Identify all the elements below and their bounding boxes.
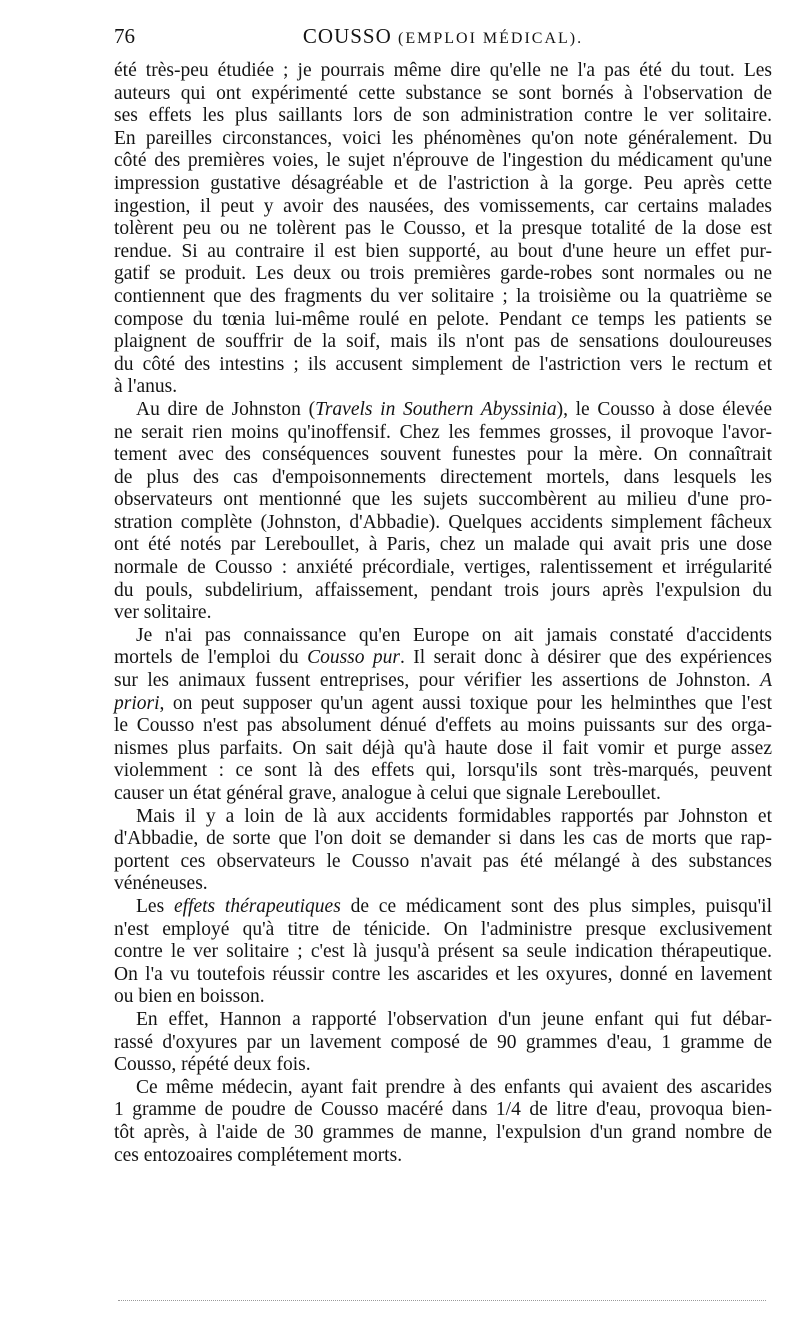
text-line: ou bien en boisson. bbox=[114, 986, 265, 1008]
text-line: ses effets les plus saillants lors de son administration contre le ver solitaire. bbox=[114, 105, 772, 127]
paragraph bbox=[114, 399, 772, 625]
page-header bbox=[114, 22, 772, 50]
text-line: impression gustative désagréable et de l'astriction à la gorge. Peu après cette bbox=[114, 172, 772, 194]
text-line: ingestion, il peut y avoir des nausées, des vomissements, car certains malades bbox=[114, 195, 772, 217]
paragraph bbox=[114, 896, 772, 1009]
text-line: n'est employé qu'à titre de ténicide. On l'administre presque exclusivement bbox=[114, 918, 772, 940]
text-line: ne serait rien moins qu'inoffensif. Chez les femmes grosses, il provoque l'avor- bbox=[114, 421, 772, 443]
text-line: Au dire de Johnston (Travels in Southern Abyssinia), le Cousso à dose élevée bbox=[136, 398, 772, 420]
text-line: Cousso, répété deux fois. bbox=[114, 1054, 311, 1076]
running-head-subtitle: (EMPLOI MÉDICAL). bbox=[398, 30, 584, 47]
text-line: plaignent de souffrir de la soif, mais ils n'ont pas de sensations douloureuses bbox=[114, 331, 772, 353]
text-line: ont été notés par Lereboullet, à Paris, chez un malade qui avait pris une dose bbox=[114, 534, 772, 556]
text-line: été très-peu étudiée ; je pourrais même dire qu'elle ne l'a pas été du tout. Les bbox=[114, 60, 772, 81]
text-line: de plus des cas d'empoisonnements directement mortels, dans lesquels les bbox=[114, 466, 772, 488]
text-line: le Cousso n'est pas absolument dénué d'effets au moins puissants sur des orga- bbox=[114, 715, 772, 737]
text-line: tolèrent peu ou ne tolèrent pas le Cousso, et la presque totalité de la dose est bbox=[114, 218, 772, 240]
page-number: 76 bbox=[114, 24, 135, 48]
text-line: contiennent que des fragments du ver solitaire ; la troisième ou la quatrième se bbox=[114, 285, 772, 307]
running-head bbox=[114, 22, 772, 53]
text-line: vénéneuses. bbox=[114, 873, 208, 895]
bottom-dotted-rule bbox=[118, 1300, 766, 1301]
text-line: côté des premières voies, le sujet n'éprouve de l'ingestion du médicament qu'une bbox=[114, 150, 772, 172]
text-line: Les effets thérapeutiques de ce médicament sont des plus simples, puisqu'il bbox=[136, 895, 772, 917]
text-line: gatif se produit. Les deux ou trois premières garde-robes sont normales ou ne bbox=[114, 263, 772, 285]
body-text bbox=[114, 60, 772, 1167]
paragraph bbox=[114, 806, 772, 896]
text-line: nismes plus parfaits. On sait déjà qu'à haute dose il fait vomir et purge assez bbox=[114, 737, 772, 759]
text-line: compose du tœnia lui-même roulé en pelote. Pendant ce temps les patients se bbox=[114, 308, 772, 330]
text-line: observateurs ont mentionné que les sujets succombèrent au milieu d'une pro- bbox=[114, 489, 772, 511]
text-line: tôt après, à l'aide de 30 grammes de manne, l'expulsion d'un grand nombre de bbox=[114, 1121, 772, 1143]
paragraph bbox=[114, 1077, 772, 1167]
text-line: stration complète (Johnston, d'Abbadie). Quelques accidents simplement fâcheux bbox=[114, 511, 772, 533]
text-line: normale de Cousso : anxiété précordiale, vertiges, ralentissement et irrégularité bbox=[114, 557, 772, 579]
text-line: mortels de l'emploi du Cousso pur. Il serait donc à désirer que des expériences bbox=[114, 647, 772, 669]
text-line: tement avec des conséquences souvent funestes pour la mère. On connaîtrait bbox=[114, 444, 772, 466]
text-line: ver solitaire. bbox=[114, 602, 212, 624]
text-line: 1 gramme de poudre de Cousso macéré dans 1/4 de litre d'eau, provoqua bien- bbox=[114, 1099, 772, 1121]
book-page bbox=[114, 22, 772, 1167]
text-line: sur les animaux fussent entreprises, pour vérifier les assertions de Johnston. A bbox=[114, 670, 772, 692]
text-line: du côté des intestins ; ils accusent simplement de l'astriction vers le rectum et bbox=[114, 353, 772, 375]
text-line: portent ces observateurs le Cousso n'avait pas été mélangé à des substances bbox=[114, 850, 772, 872]
text-line: On l'a vu toutefois réussir contre les ascarides et les oxyures, donné en lavement bbox=[114, 963, 772, 985]
text-line: causer un état général grave, analogue à celui que signale Lereboullet. bbox=[114, 783, 661, 804]
text-line: Ce même médecin, ayant fait prendre à des enfants qui avaient des ascarides bbox=[136, 1076, 772, 1098]
text-line: auteurs qui ont expérimenté cette substance se sont bornés à l'observation de bbox=[114, 82, 772, 104]
text-line: rassé d'oxyures par un lavement composé de 90 grammes d'eau, 1 gramme de bbox=[114, 1031, 772, 1053]
text-line: d'Abbadie, de sorte que l'on doit se demander si dans les cas de morts que rap- bbox=[114, 828, 772, 850]
text-line: En pareilles circonstances, voici les phénomènes qu'on note généralement. Du bbox=[114, 127, 772, 149]
text-line: du pouls, subdelirium, affaissement, pendant trois jours après l'expulsion du bbox=[114, 579, 772, 601]
text-line: En effet, Hannon a rapporté l'observation d'un jeune enfant qui fut débar- bbox=[136, 1008, 772, 1030]
text-line: ces entozoaires complétement morts. bbox=[114, 1144, 403, 1166]
text-line: Je n'ai pas connaissance qu'en Europe on ait jamais constaté d'accidents bbox=[136, 624, 772, 646]
text-line: Mais il y a loin de là aux accidents formidables rapportés par Johnston et bbox=[136, 805, 772, 827]
paragraph bbox=[114, 625, 772, 806]
text-line: rendue. Si au contraire il est bien supporté, au bout d'une heure un effet pur- bbox=[114, 240, 772, 262]
paragraph bbox=[114, 60, 772, 399]
text-line: à l'anus. bbox=[114, 376, 178, 398]
running-head-title: COUSSO bbox=[302, 24, 392, 48]
text-line: violemment : ce sont là des effets qui, lorsqu'ils sont très-marqués, peuvent bbox=[114, 760, 772, 782]
text-line: priori, on peut supposer qu'un agent aussi toxique pour les helminthes que l'est bbox=[114, 692, 772, 714]
text-line: contre le ver solitaire ; c'est là jusqu'à présent sa seule indication thérapeutique. bbox=[114, 941, 772, 963]
paragraph bbox=[114, 1009, 772, 1077]
